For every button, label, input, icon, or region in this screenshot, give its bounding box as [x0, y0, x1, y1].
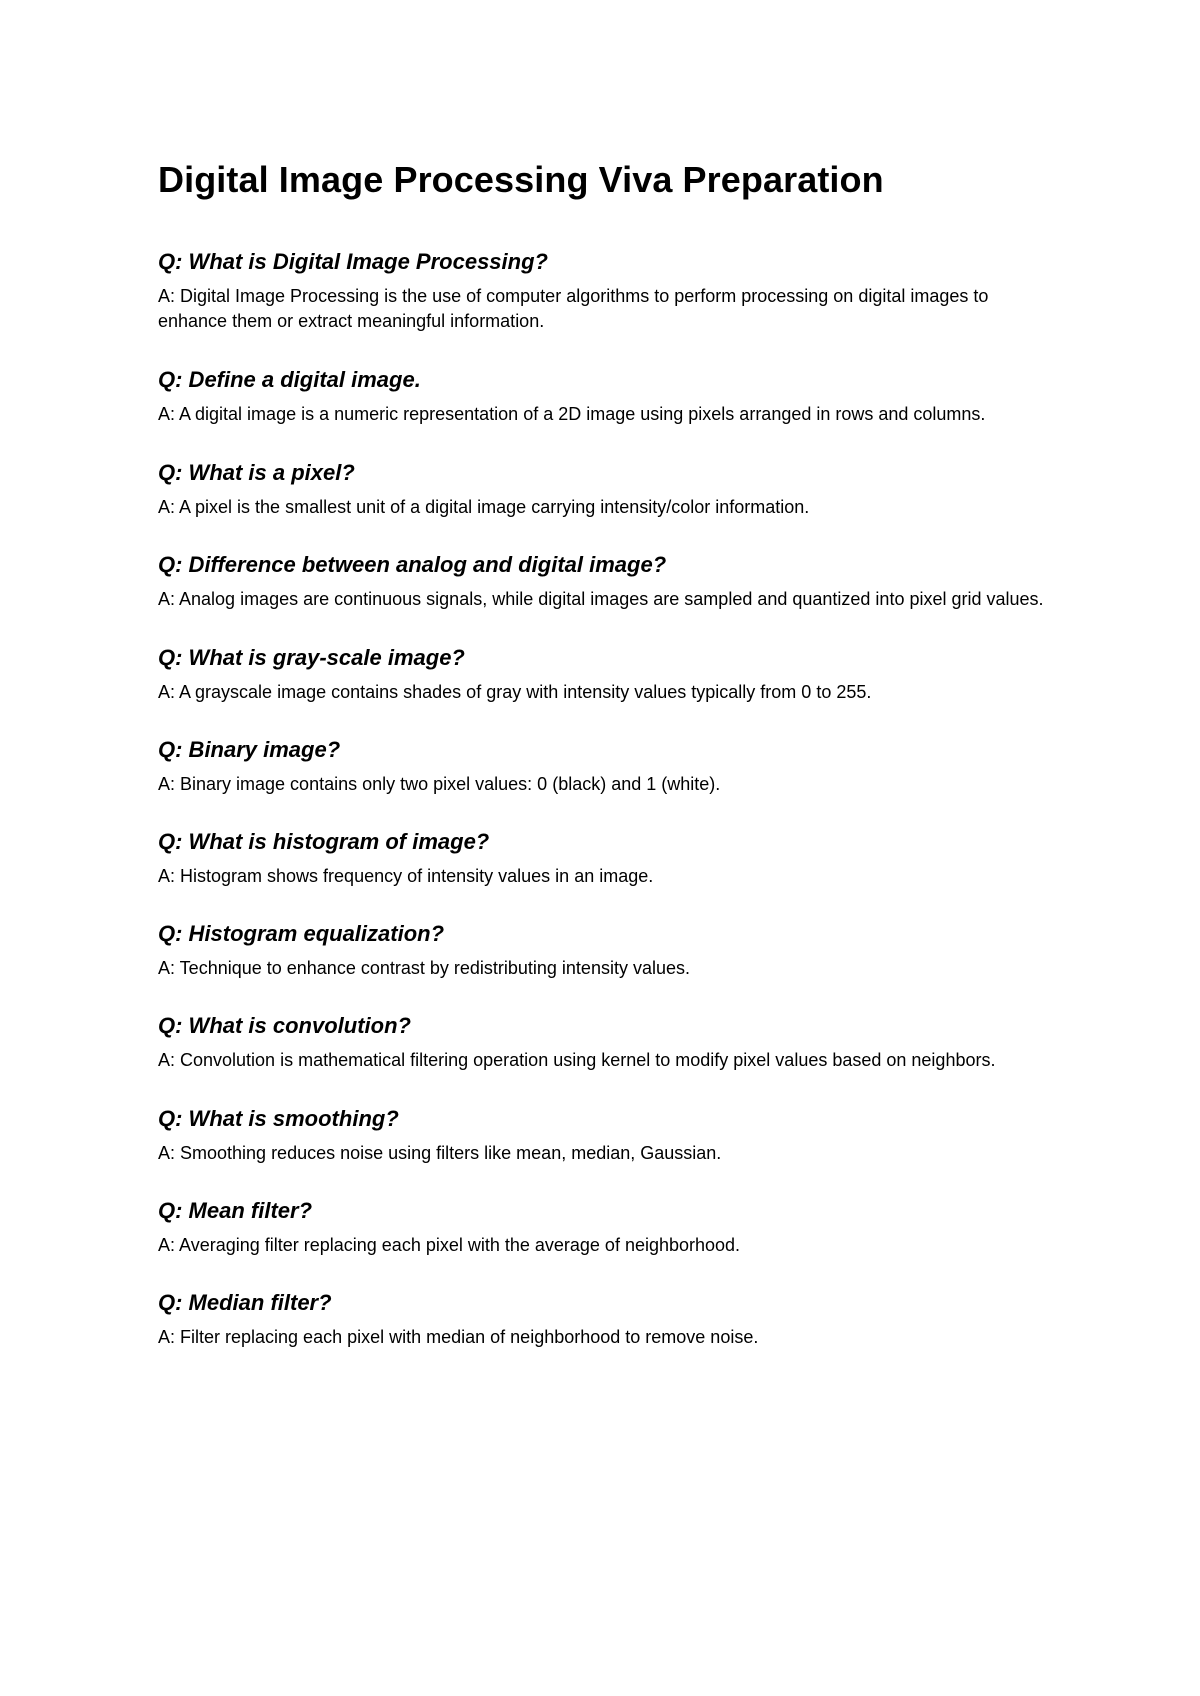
- answer: A: Smoothing reduces noise using filters like mean, median, Gaussian.: [158, 1143, 722, 1163]
- qa-item: [158, 828, 1058, 889]
- question: Q: Difference between analog and digital image?: [158, 552, 667, 577]
- question: Q: What is gray-scale image?: [158, 645, 465, 670]
- qa-item: [158, 1105, 1058, 1166]
- question: Q: Median filter?: [158, 1290, 332, 1315]
- qa-item: [158, 1012, 1058, 1073]
- question: Q: Define a digital image.: [158, 367, 421, 392]
- answer: A: Convolution is mathematical filtering operation using kernel to modify pixel values based on neighbors.: [158, 1050, 996, 1070]
- question: Q: What is a pixel?: [158, 460, 355, 485]
- qa-item: [158, 366, 1058, 427]
- answer: A: Filter replacing each pixel with median of neighborhood to remove noise.: [158, 1327, 759, 1347]
- answer: A: A grayscale image contains shades of gray with intensity values typically from 0 to 255.: [158, 682, 872, 702]
- question: Q: What is convolution?: [158, 1013, 411, 1038]
- question: Q: Histogram equalization?: [158, 921, 445, 946]
- answer: A: Digital Image Processing is the use of computer algorithms to perform processing on digital images to enhance them or extract meaningful information.: [158, 286, 989, 331]
- qa-item: [158, 644, 1058, 705]
- answer: A: A pixel is the smallest unit of a digital image carrying intensity/color information.: [158, 497, 810, 517]
- qa-item: [158, 1289, 1058, 1350]
- question: Q: What is smoothing?: [158, 1106, 399, 1131]
- question: Q: What is Digital Image Processing?: [158, 249, 548, 274]
- question: Q: What is histogram of image?: [158, 829, 490, 854]
- question: Q: Binary image?: [158, 737, 341, 762]
- answer: A: Binary image contains only two pixel values: 0 (black) and 1 (white).: [158, 774, 721, 794]
- answer: A: Histogram shows frequency of intensity values in an image.: [158, 866, 654, 886]
- document-page: [158, 158, 1058, 1382]
- qa-item: [158, 551, 1058, 612]
- answer: A: Technique to enhance contrast by redistributing intensity values.: [158, 958, 690, 978]
- answer: A: Analog images are continuous signals, while digital images are sampled and quantized into pixel grid values.: [158, 589, 1044, 609]
- qa-item: [158, 920, 1058, 981]
- page-title: Digital Image Processing Viva Preparation: [158, 159, 884, 200]
- qa-item: [158, 248, 1058, 334]
- answer: A: Averaging filter replacing each pixel with the average of neighborhood.: [158, 1235, 741, 1255]
- question: Q: Mean filter?: [158, 1198, 313, 1223]
- qa-item: [158, 459, 1058, 520]
- answer: A: A digital image is a numeric representation of a 2D image using pixels arranged in rows and columns.: [158, 404, 986, 424]
- qa-item: [158, 1197, 1058, 1258]
- qa-item: [158, 736, 1058, 797]
